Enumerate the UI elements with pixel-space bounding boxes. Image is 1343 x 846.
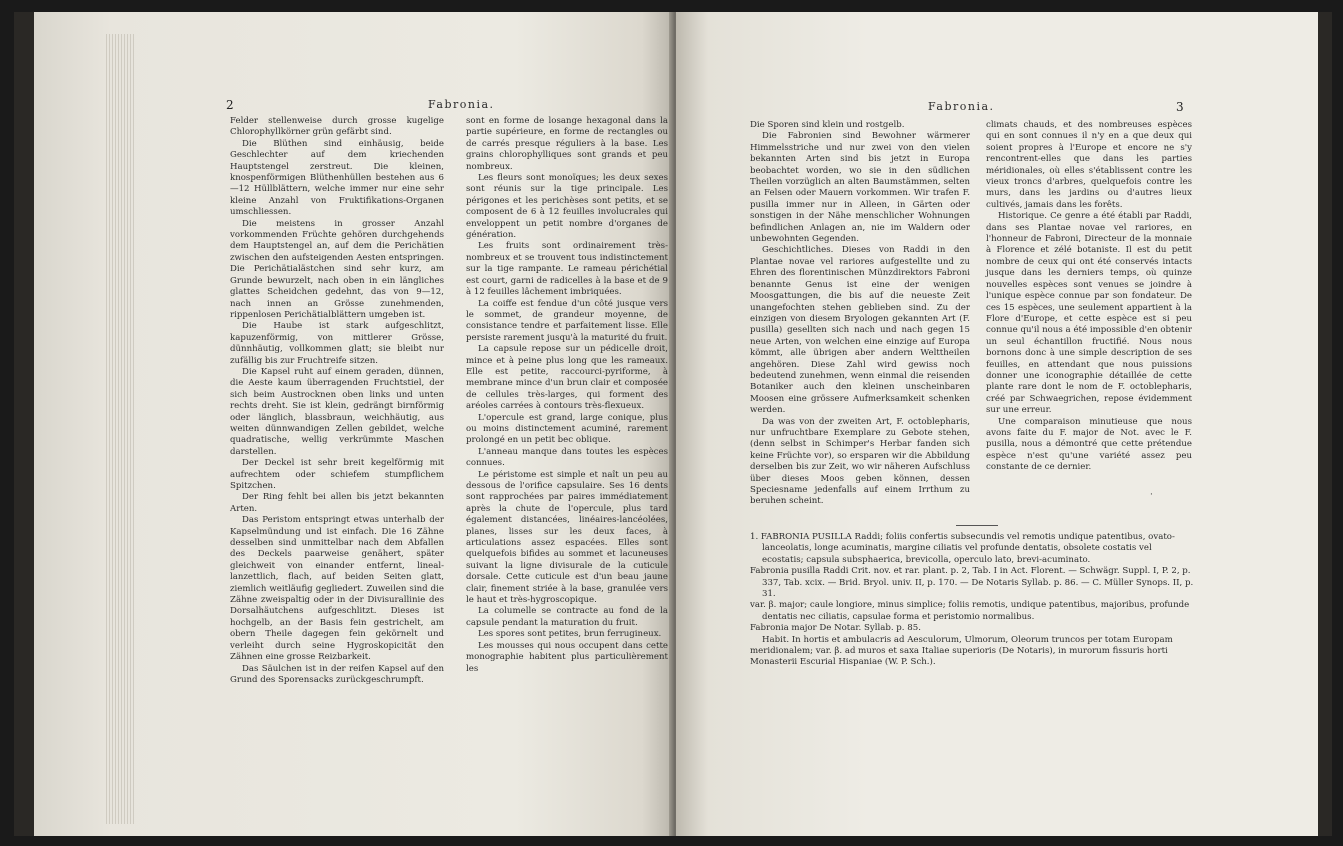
text-column-german — [750, 120, 970, 508]
species-heading: 1. FABRONIA PUSILLA Raddi; foliis confertis subsecundis vel remotis undique patentibus, ovato-lanceolatis, longe acuminatis, margine ciliatis vel profunde dentatis, obsolete costatis vel ecostatis; capsula subsphaerica, brevicolla, operculo lato, brevi-acuminato. — [750, 532, 1175, 565]
paragraph: Les mousses qui nous occupent dans cette monographie habitent plus particulièrement les — [466, 640, 668, 674]
paragraph: Die Kapsel ruht auf einem geraden, dünnen, die Aeste kaum überragenden Fruchtstiel, der sich beim Austrocknen oben links und unten rechts dreht. Sie ist klein, gedrängt birnförmig oder länglich, blassbraun, weichhäutig, aus weiten dünnwandigen Zellen gebildet, welche quadratische, wellig verkrümmte Maschen darstellen. — [230, 366, 444, 457]
paragraph: Historique. Ce genre a été établi par Raddi, dans ses Plantae novae vel rariores, en l'honneur de Fabroni, Directeur de la monnaie à Florence et zélé botaniste. Il est du petit nombre de ceux qui ont été conservés intacts jusque dans les derniers temps, où quinze nouvelles espèces sont venues se joindre à l'unique espèce connue par son fondateur. De ces 15 espèces, une seulement appartient à la Flore d'Europe, et cette espèce est si peu connue qu'il nous a été impossible d'en obtenir un seul échantillon fructifié. Nous nous bornons donc à une simple description de ses feuilles, en attendant que nous puissions donner une iconographie détaillée de cette plante rare dont le nom de F. octoblepharis, créé par Schwaegrichen, repose évidemment sur une erreur. — [986, 211, 1192, 416]
page-edges — [106, 34, 134, 824]
paragraph: Les spores sont petites, brun ferrugineux. — [478, 629, 662, 640]
species-entry — [750, 532, 1194, 669]
paragraph: Da was von der zweiten Art, F. octoblepharis, nur unfruchtbare Exemplare zu Gebote stehen, (denn selbst in Schimper's Herbar fanden sich keine Früchte vor), so ersparen wir die Abbildung derselben bis zur Zeit, wo wir näheren Aufschluss über dieses Moos geben können, dessen Speciesname jedenfalls auf einem Irrthum zu beruhen scheint. — [750, 416, 970, 507]
paragraph: L'anneau manque dans toutes les espèces connues. — [466, 446, 668, 469]
running-head: Fabronia. — [428, 98, 495, 111]
paragraph: Die Blüthen sind einhäusig, beide Geschlechter auf dem kriechenden Hauptstengel zerstreut. Die kleinen, knospenförmigen Blüthenhüllen bestehen aus 6—12 Hüllblättern, welche immer nur eine sehr kleine Anzahl von Fruktifikations-Organen umschliessen. — [230, 138, 444, 218]
paragraph: Les fruits sont ordinairement très-nombreux et se trouvent tous indistinctement sur la tige rampante. Le rameau périchétial est court, garni de radicelles à la base et de 9 à 12 feuilles lâchement imbriquées. — [466, 241, 668, 298]
paragraph: Les fleurs sont monoïques; les deux sexes sont réunis sur la tige principale. Les périgones et les perichèses sont petits, et se composent de 6 à 12 feuilles involucrales qui enveloppent un petit nombre d'organes de génération. — [466, 173, 668, 241]
paragraph: Die meistens in grosser Anzahl vorkommenden Früchte gehören durchgehends dem Hauptstengel an, auf dem die Perichätien zwischen den aufsteigenden Aesten entspringen. Die Perichätialästchen sind sehr kurz, am Grunde bewurzelt, nach oben in ein längliches glattes Scheidchen gedehnt, das von 9—12, nach innen an Grösse zunehmenden, rippenlosen Perichätialblättern umgeben ist. — [230, 218, 444, 320]
text-column-french — [466, 116, 668, 675]
paragraph: Die Haube ist stark aufgeschlitzt, kapuzenförmig, von mittlerer Grösse, dünnhäutig, vollkommen glatt; sie bleibt nur zufällig bis zur Fruchtreife sitzen. — [230, 321, 444, 366]
paragraph: Le péristome est simple et naît un peu au dessous de l'orifice capsulaire. Ses 16 dents sont rapprochées par paires immédiatement après la chute de l'opercule, plus tard également distancées, linéaires-lancéolées, planes, lisses sur les deux faces, à articulations assez espacées. Elles sont quelquefois bifides au sommet et lacuneuses suivant la ligne divisurale de la cuticule dorsale. Cette cuticule est d'un beau jaune clair, finement striée à la base, granulée vers le haut et très-hygroscopique. — [466, 469, 668, 606]
paragraph: La columelle se contracte au fond de la capsule pendant la maturation du fruit. — [466, 606, 668, 628]
paragraph: Das Peristom entspringt etwas unterhalb der Kapselmündung und ist einfach. Die 16 Zähne desselben sind unmittelbar nach dem Abfallen des Deckels paarweise genähert, später gleichweit von einander entfernt, lineal-lanzettlich, flach, auf beiden Seiten glatt, ziemlich weitläufig gegliedert. Zuweilen sind die Zähne zweispaltig oder in der Divisurallinie des Dorsalhäutchens aufgeschlitzt. Dieses ist hochgelb, an der Basis fein gestrichelt, am obern Theile dagegen fein gekörnelt und verleiht durch seine Hygroskopicität den Zähnen eine grosse Reizbarkeit. — [230, 515, 444, 663]
page-number: 3 — [1176, 100, 1184, 114]
paragraph: sont en forme de losange hexagonal dans la partie supérieure, en forme de rectangles ou de carrés presque réguliers à la base. Les grains chlorophylliques sont grands et peu nombreux. — [466, 116, 668, 172]
paragraph: Die Fabronien sind Bewohner wärmerer Himmelsstriche und nur zwei von den vielen bekannten Arten sind bis jetzt in Europa beobachtet worden, wo sie in den südlichen Theilen vorzüglich an alten Baumstämmen, selten an Felsen oder Mauern vorkommen. Wir trafen F. pusilla immer nur in Alleen, in Gärten oder sonstigen in der Nähe menschlicher Wohnungen befindlichen Anlagen an, nie im Waldern oder unbewohnten Gegenden. — [750, 131, 970, 245]
text-column-french — [986, 120, 1192, 474]
page-number: 2 — [226, 98, 234, 112]
page-mark: · — [1150, 490, 1153, 500]
paragraph: L'opercule est grand, large conique, plus ou moins distinctement acuminé, rarement prolongé en un petit bec oblique. — [466, 412, 668, 446]
right-page — [676, 12, 1318, 836]
open-book — [14, 12, 1332, 836]
variety-line: var. β. major; caule longiore, minus simplice; foliis remotis, undique patentibus, majoribus, profunde dentatis nec ciliatis, capsulae forma et peristomio normalibus. — [750, 600, 1190, 622]
paragraph: Geschichtliches. Dieses von Raddi in den Plantae novae vel rariores aufgestellte und zu Ehren des florentinischen Münzdirektors Fabroni benannte Genus ist eine der wenigen Moosgattungen, die bis auf die neueste Zeit unangefochten stehen geblieben sind. Zu der einzigen von diesem Bryologen gekannten Art (F. pusilla) gesellten sich nach und nach gegen 15 neue Arten, von welchen eine einzige auf Europa kömmt, alle übrigen aber andern Welttheilen angehören. Diese Zahl wird gewiss noch bedeutend zunehmen, wenn einmal die reisenden Botaniker auch den kleinen unscheinbaren Moosen eine grössere Aufmerksamkeit schenken werden. — [750, 245, 970, 416]
paragraph: Une comparaison minutieuse que nous avons faite du F. major de Not. avec le F. pusilla, nous a démontré que cette prétendue espèce n'est qu'une variété assez peu constante de ce dernier. — [986, 416, 1192, 473]
left-page — [34, 12, 674, 836]
paragraph: climats chauds, et des nombreuses espèces qui en sont connues il n'y en a que deux qui soient propres à l'Europe et encore ne s'y rencontrent-elles que dans les parties méridionales, où elles s'établissent contre les vieux troncs d'arbres, quelquefois contre les murs, dans les jardins ou d'autres lieux cultivés, jamais dans les forêts. — [986, 120, 1192, 210]
habitat-paragraph: Habit. In hortis et ambulacris ad Aesculorum, Ulmorum, Oleorum truncos per totam Europam meridionalem; var. β. ad muros et saxa Italiae superioris (De Notaris), in murorum fissuris horti Monasterii Escurial Hispaniae (W. P. Sch.). — [750, 634, 1173, 668]
text-column-german — [230, 116, 444, 686]
paragraph: La capsule repose sur un pédicelle droit, mince et à peine plus long que les rameaux. Elle est petite, raccourci-pyriforme, à membrane mince d'un brun clair et composée de cellules très-larges, qui forment des aréoles carrées à contours très-flexueux. — [466, 344, 668, 412]
synonym-line: Fabronia pusilla Raddi Crit. nov. et rar. plant. p. 2, Tab. I in Act. Florent. — Schwägr. Suppl. I, P. 2, p. 337, Tab. xcix. — Brid. Bryol. univ. II, p. 170. — De Notaris Syllab. p. 86. — C. Müller Synops. II, p. 31. — [750, 566, 1194, 600]
paragraph: La coiffe est fendue d'un côté jusque vers le sommet, de grandeur moyenne, de consistance tendre et parfaitement lisse. Elle persiste rarement jusqu'à la maturité du fruit. — [466, 298, 668, 343]
synonym-line: Fabronia major De Notar. Syllab. p. 85. — [750, 623, 921, 634]
paragraph: Die Sporen sind klein und rostgelb. — [750, 120, 905, 130]
section-rule — [956, 525, 998, 526]
paragraph: Das Säulchen ist in der reifen Kapsel auf den Grund des Sporensacks zurückgeschrumpft. — [230, 663, 444, 685]
running-head: Fabronia. — [928, 100, 995, 113]
paragraph: Der Ring fehlt bei allen bis jetzt bekannten Arten. — [230, 492, 444, 514]
paragraph: Felder stellenweise durch grosse kugelige Chlorophyllkörner grün gefärbt sind. — [230, 116, 444, 138]
paragraph: Der Deckel ist sehr breit kegelförmig mit aufrechtem oder schiefem stumpflichem Spitzchen. — [230, 458, 444, 491]
